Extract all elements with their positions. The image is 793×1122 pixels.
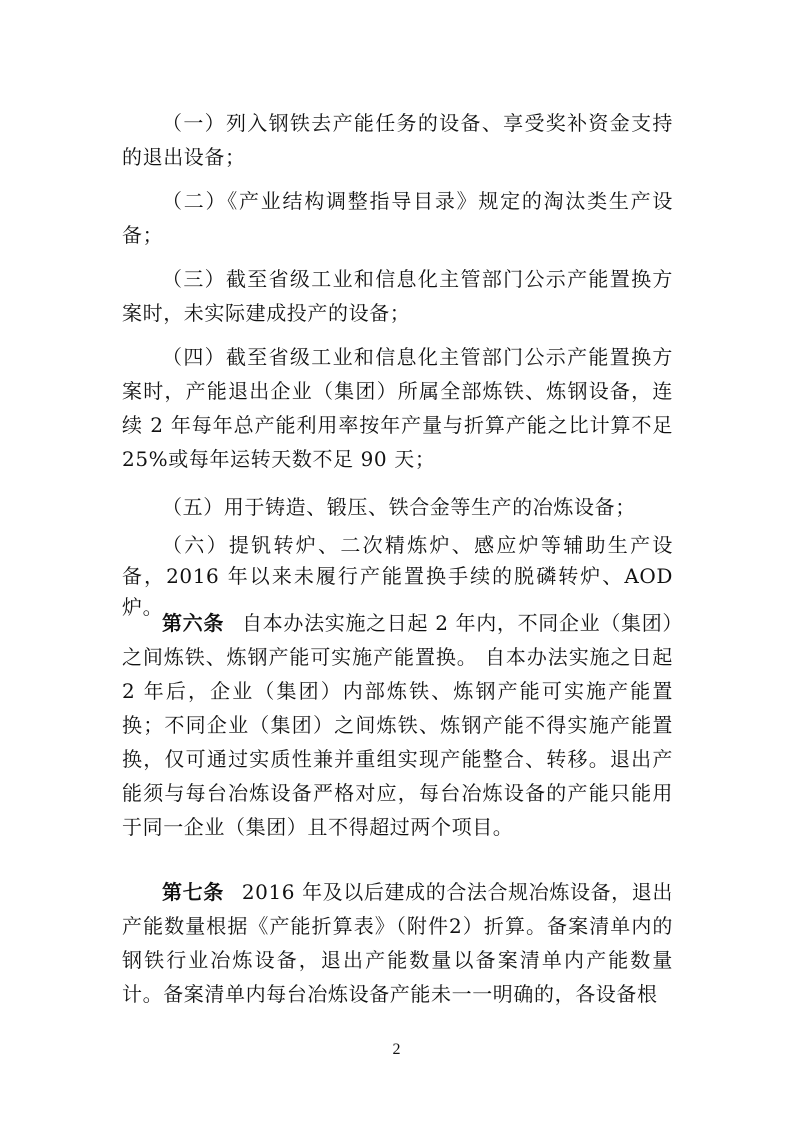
clause-item-4: （四）截至省级工业和信息化主管部门公示产能置换方案时，产能退出企业（集团）所属全部炼铁、炼钢设备，连续 2 年每年总产能利用率按年产量与折算产能之比计算不足 25%或每年运转天数不足 90 天； [122,345,673,471]
page-number: 2 [392,1041,401,1058]
clause-item-5: （五）用于铸造、锻压、铁合金等生产的冶炼设备； [162,495,636,519]
article-7-label: 第七条 [162,880,224,904]
article-6-label: 第六条 [162,611,225,635]
article-6-paragraph [122,606,673,844]
clause-item-2: （二）《产业结构调整指导目录》规定的淘汰类生产设备； [122,189,673,247]
clause-item-6: （六）提钒转炉、二次精炼炉、感应炉等辅助生产设备，2016 年以来未履行产能置换手续的脱磷转炉、AOD炉。 [122,533,673,619]
article-6-text: 自本办法实施之日起 2 年内，不同企业（集团）之间炼铁、炼钢产能可实施产能置换。 自本办法实施之日起 2 年后，企业（集团）内部炼铁、炼钢产能可实施产能置换；不同企业（集团）之间炼铁、炼钢产能不得实施产能置换，仅可通过实质性兼并重组实现产能整合、转移。退出产能须与每台冶炼设备严格对应，每台冶炼设备的产能只能用于同一企业（集团）且不得超过两个项目。 [122,611,673,839]
clause-item-1: （一）列入钢铁去产能任务的设备、享受奖补资金支持的退出设备； [122,111,673,169]
article-7-text: 2016 年及以后建成的合法合规冶炼设备，退出产能数量根据《产能折算表》（附件2）折算。备案清单内的钢铁行业冶炼设备，退出产能数量以备案清单内产能数量计。备案清单内每台冶炼设备产能未一一明确的，各设备根 [122,880,673,1006]
article-7-paragraph [122,875,673,1011]
clause-item-3: （三）截至省级工业和信息化主管部门公示产能置换方案时，未实际建成投产的设备； [122,267,673,325]
